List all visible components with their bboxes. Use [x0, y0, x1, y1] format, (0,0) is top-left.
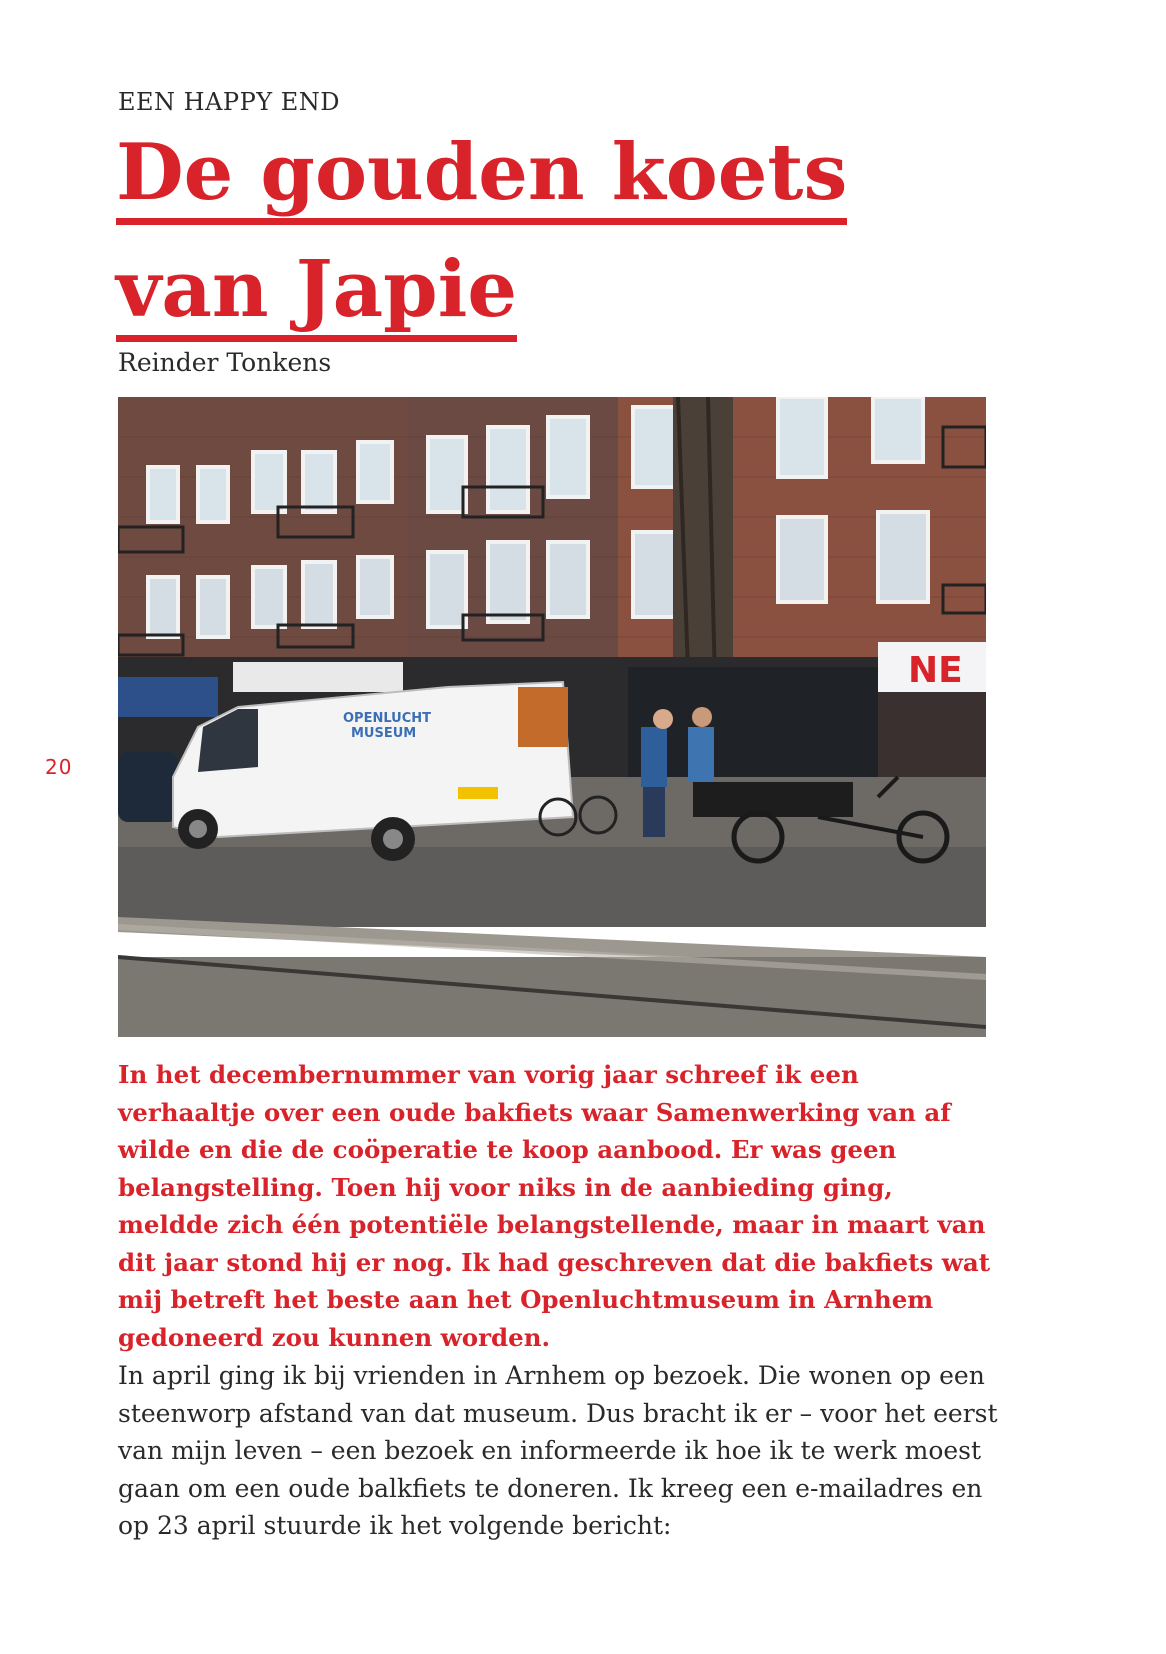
- article-author: Reinder Tonkens: [118, 348, 332, 377]
- article-body: In april ging ik bij vrienden in Arnhem op bezoek. Die wonen op een steenworp afstand van dat museum. Dus bracht ik er – voor het eerst van mijn leven – een bezoek en informeerde ik hoe ik te werk moest gaan om een oude balkfiets te doneren. Ik kreeg een e-mailadres en op 23 april stuurde ik het volgende bericht:: [118, 1361, 998, 1540]
- title-line-1: De gouden koets: [116, 130, 847, 225]
- street-scene-illustration: [118, 397, 986, 1037]
- shop-sign: NE: [908, 650, 963, 691]
- van-logo-line-1: OPENLUCHT: [343, 711, 432, 726]
- title-line-2: van Japie: [116, 247, 517, 342]
- article-photo: [118, 397, 986, 1037]
- van-logo-line-2: MUSEUM: [351, 726, 417, 741]
- article-lead: In het decembernummer van vorig jaar schreef ik een verhaaltje over een oude bakfiets waar Samenwerking van af wilde en die de coöperatie te koop aanbood. Er was geen belangstelling. Toen hij voor niks in de aanbieding ging, meldde zich één potentiële belangstellende, maar in maart van dit jaar stond hij er nog. Ik had geschreven dat die bakfiets wat mij betreft het beste aan het Openluchtmuseum in Arnhem gedoneerd zou kunnen worden.: [118, 1060, 991, 1352]
- page-number: 20: [45, 755, 73, 779]
- article-kicker: EEN HAPPY END: [118, 88, 340, 116]
- article-title: [116, 122, 847, 356]
